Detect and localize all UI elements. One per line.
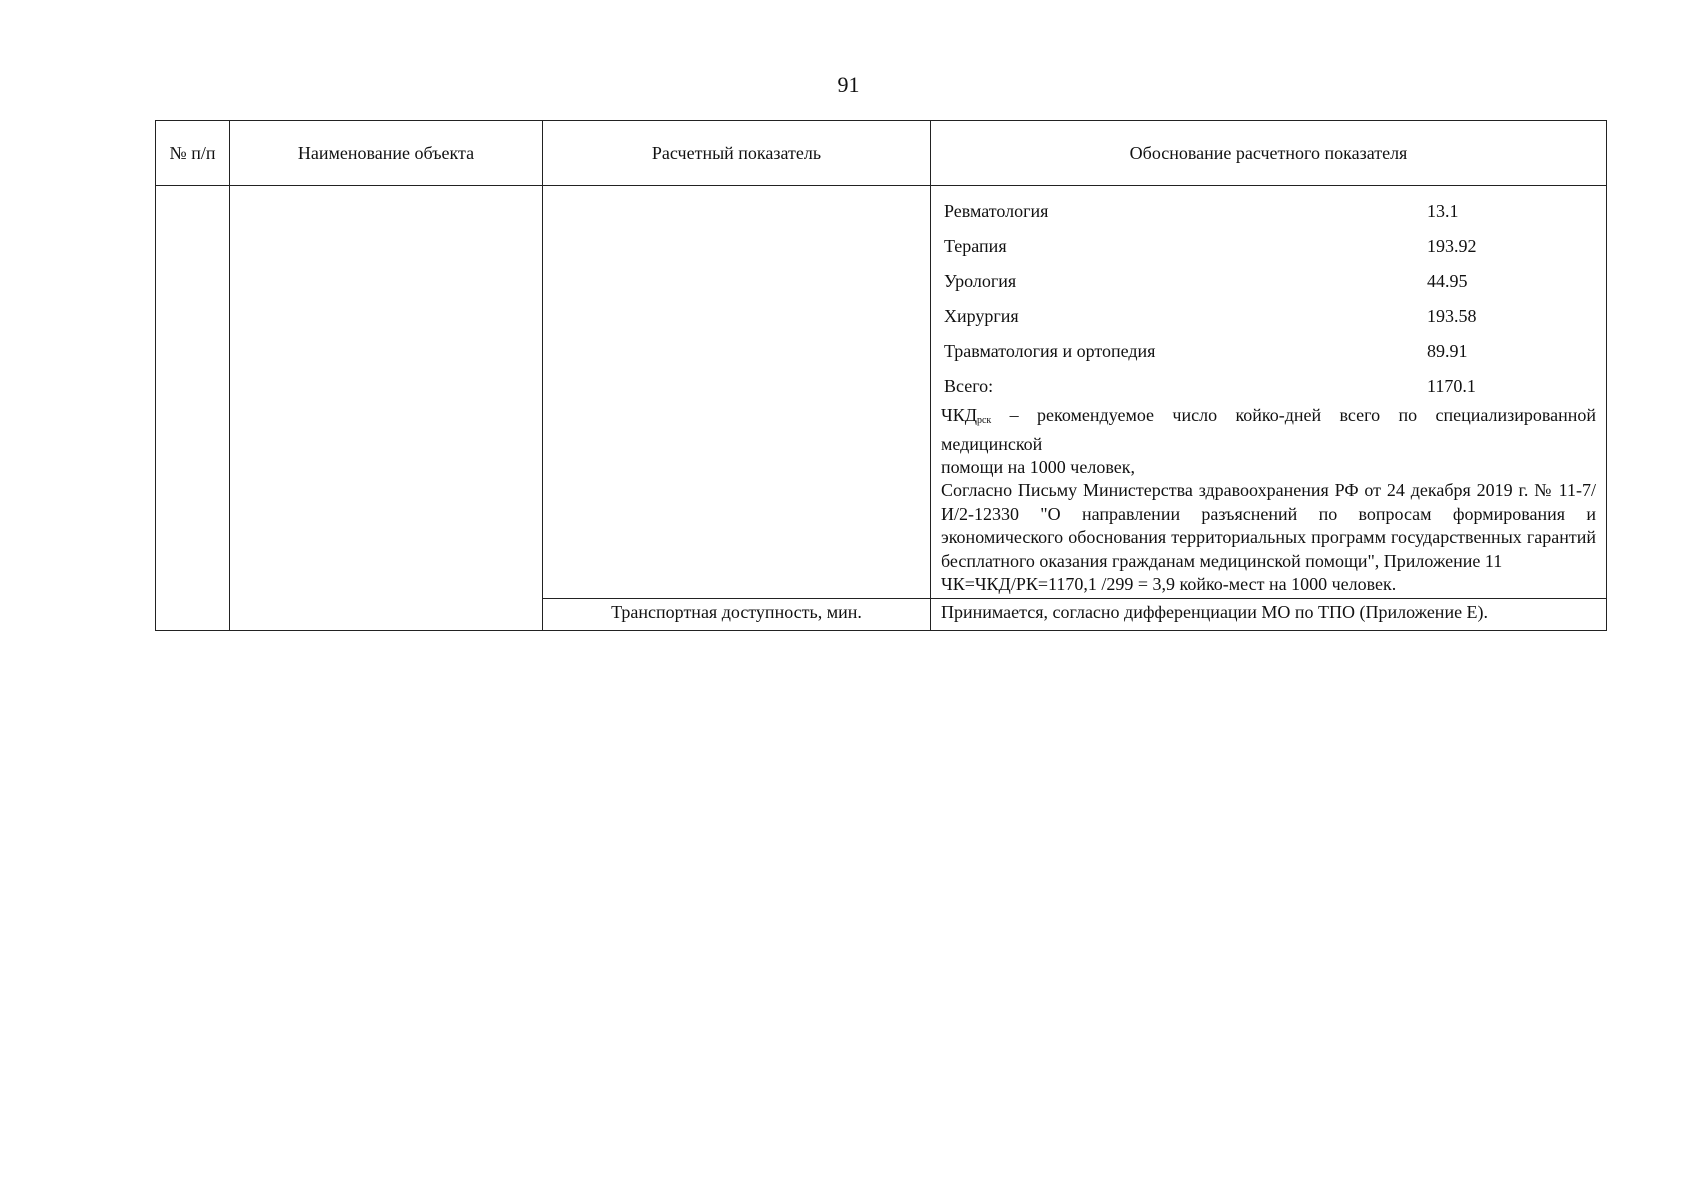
specialty-value: 13.1 [1427, 201, 1459, 221]
header-indicator: Расчетный показатель [543, 121, 931, 186]
specialty-value: 44.95 [1427, 271, 1468, 291]
page-number: 91 [837, 72, 860, 97]
specialty-value: 193.58 [1427, 306, 1477, 326]
header-justification: Обоснование расчетного показателя [931, 121, 1607, 186]
specialty-name: Урология [944, 271, 1017, 291]
chkd-definition-line2: помощи на 1000 человек, [941, 457, 1135, 477]
specialty-total-row [941, 369, 1596, 404]
bed-count-formula: ЧК=ЧКД/РК=1170,1 /299 = 3,9 койко-мест на 1000 человек. [941, 574, 1397, 594]
header-num: № п/п [156, 121, 230, 186]
specialty-row [941, 299, 1596, 334]
cell-justification [931, 186, 1607, 599]
indicator-table [155, 120, 1607, 631]
chkd-subscript: рск [976, 415, 992, 426]
specialty-value: 193.92 [1427, 236, 1477, 256]
specialty-name: Всего: [944, 376, 994, 396]
table-row [156, 186, 1607, 599]
table-header-row [156, 121, 1607, 186]
cell-num [156, 186, 230, 631]
cell-indicator [543, 186, 931, 599]
specialty-name: Травматология и ортопедия [944, 341, 1156, 361]
specialty-value: 89.91 [1427, 341, 1468, 361]
chkd-definition [941, 404, 1596, 456]
specialty-row [941, 264, 1596, 299]
specialty-name: Терапия [944, 236, 1007, 256]
header-object-name: Наименование объекта [230, 121, 543, 186]
cell-object-name [230, 186, 543, 631]
specialty-value: 1170.1 [1427, 376, 1476, 396]
specialty-row [941, 229, 1596, 264]
specialty-row [941, 334, 1596, 369]
transport-indicator: Транспортная доступность, мин. [543, 599, 931, 631]
letter-reference: Согласно Письму Министерства здравоохранения РФ от 24 декабря 2019 г. № 11-7/И/2-12330 "О направлении разъяснений по вопросам формирования и экономического обоснования территориальных программ государственных гарантий бесплатного оказания гражданам медицинской помощи", Приложение 11 [941, 480, 1596, 571]
specialty-row [941, 194, 1596, 229]
specialty-name: Ревматология [944, 201, 1049, 221]
specialty-name: Хирургия [944, 306, 1019, 326]
chkd-definition-text: – рекомендуемое число койко-дней всего по специализированной медицинской [941, 405, 1596, 454]
chkd-symbol: ЧКД [941, 405, 977, 425]
transport-justification: Принимается, согласно дифференциации МО по ТПО (Приложение Е). [931, 599, 1607, 631]
